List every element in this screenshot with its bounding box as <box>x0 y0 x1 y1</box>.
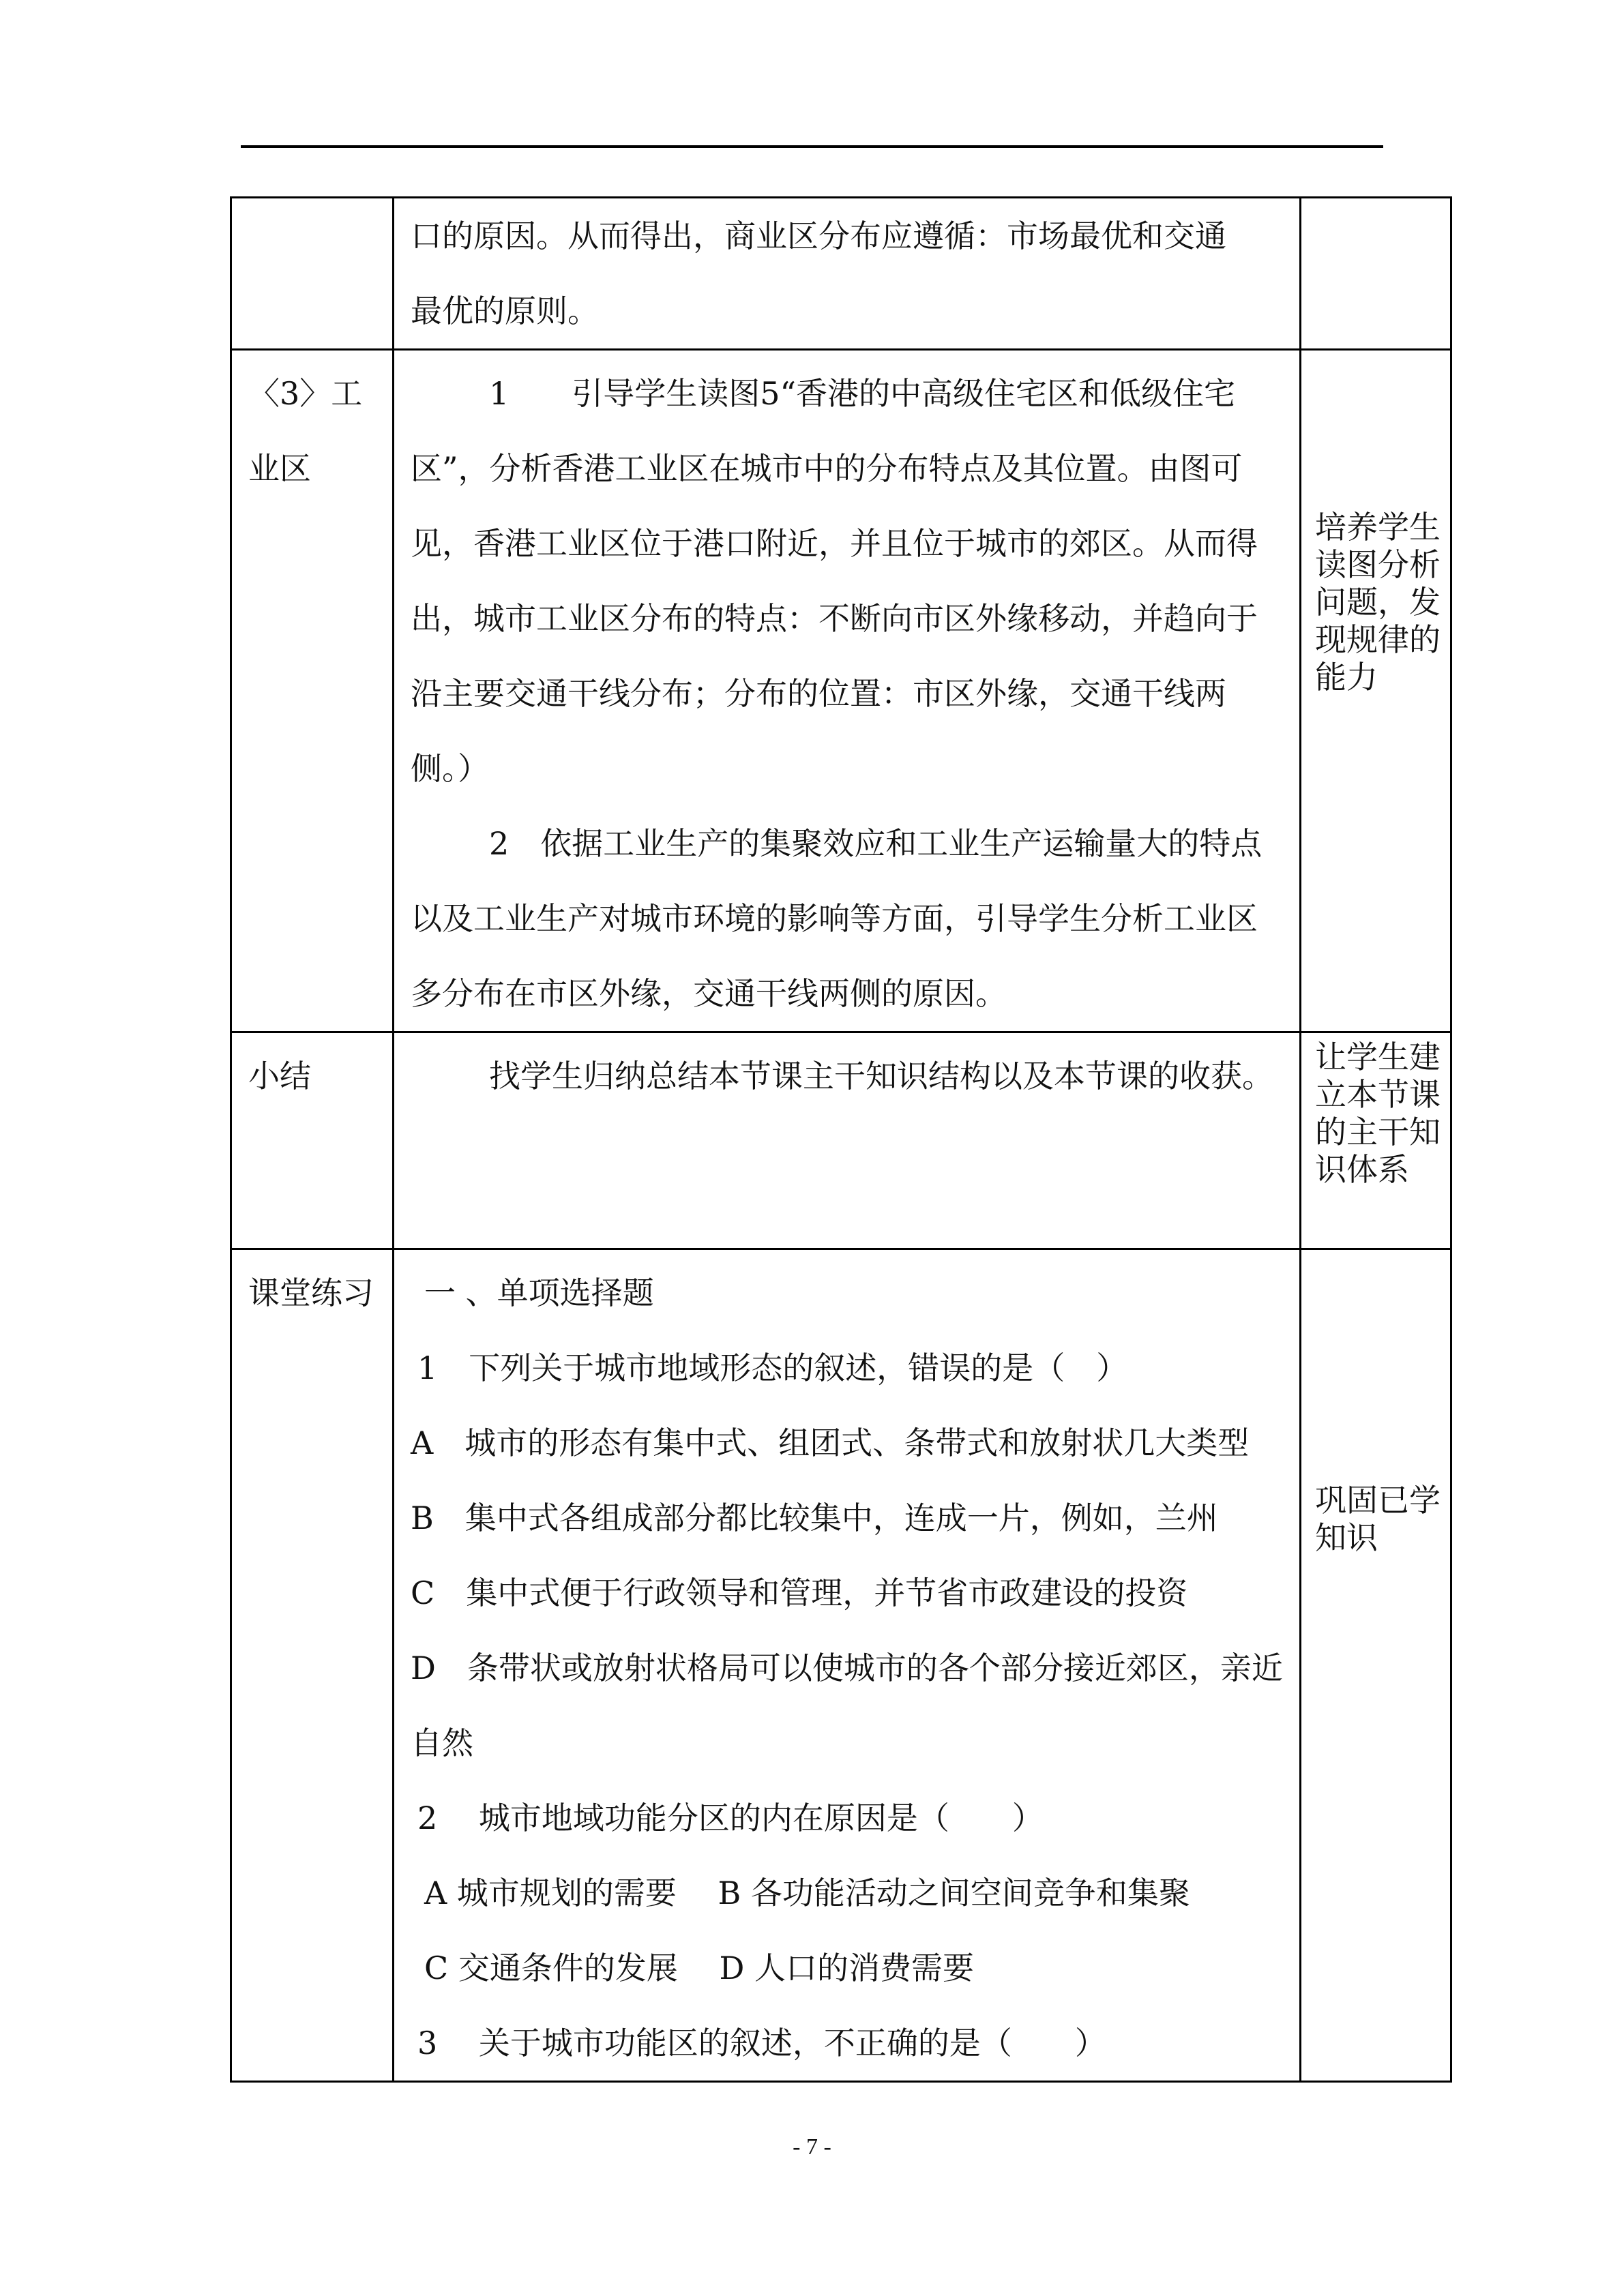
row1-line-1: 口的原因。从而得出，商业区分布应遵循：市场最优和交通 <box>411 218 1226 254</box>
row4-content-cell <box>394 1249 1301 2082</box>
table-row <box>231 1249 1451 2082</box>
exercise-line: B 集中式各组成部分都比较集中，连成一片，例如，兰州 <box>411 1500 1218 1536</box>
exercise-line: A 城市的形态有集中式、组团式、条带式和放射状几大类型 <box>411 1425 1250 1461</box>
row3-note-cell <box>1301 1032 1451 1249</box>
exercise-line: C 集中式便于行政领导和管理，并节省市政建设的投资 <box>411 1575 1188 1611</box>
row4-label: 课堂练习 <box>248 1274 374 1311</box>
exercise-line: 3 关于城市功能区的叙述，不正确的是（ ） <box>417 2025 1106 2061</box>
page-number: - 7 - <box>793 2134 831 2160</box>
table-row <box>231 350 1451 1032</box>
row3-content-cell <box>394 1032 1301 1249</box>
row3-label-cell <box>231 1032 394 1249</box>
table-row <box>231 1032 1451 1249</box>
table-row <box>231 198 1451 350</box>
lesson-plan-table <box>230 196 1452 2083</box>
row3-note: 让学生建立本节课的主干知识体系 <box>1315 1039 1441 1188</box>
exercise-line: 1 下列关于城市地域形态的叙述，错误的是（ ） <box>417 1350 1128 1386</box>
row3-label: 小结 <box>248 1058 311 1094</box>
exercise-line: D 条带状或放射状格局可以使城市的各个部分接近郊区，亲近自然 <box>411 1650 1283 1761</box>
row2-paragraph-1: 1 引导学生读图5“香港的中高级住宅区和低级住宅区”，分析香港工业区在城市中的分布特点及其位置。由图可见，香港工业区位于港口附近，并且位于城市的郊区。从而得出，城市工业区分布的特点：不断向市区外缘移动，并趋向于沿主要交通干线分布；分布的位置：市区外缘，交通干线两侧。） <box>411 375 1258 787</box>
row2-note-cell <box>1301 350 1451 1032</box>
row4-note: 巩固已学知识 <box>1315 1482 1441 1556</box>
row4-note-cell <box>1301 1249 1451 2082</box>
row2-label-cell <box>231 350 394 1032</box>
row2-label: 〈3〉工业区 <box>248 375 363 487</box>
row3-text: 找学生归纳总结本节课主干知识结构以及本节课的收获。 <box>489 1058 1273 1094</box>
row2-content-cell <box>394 350 1301 1032</box>
exercise-line: C 交通条件的发展 D 人口的消费需要 <box>424 1950 974 1986</box>
exercise-line: 一 、单项选择题 <box>424 1274 654 1311</box>
exercise-line: A 城市规划的需要 B 各功能活动之间空间竞争和集聚 <box>424 1875 1190 1911</box>
header-rule <box>241 145 1383 148</box>
row2-paragraph-2: 2 依据工业生产的集聚效应和工业生产运输量大的特点以及工业生产对城市环境的影响等方面，引导学生分析工业区多分布在市区外缘，交通干线两侧的原因。 <box>411 825 1263 1012</box>
row1-label-cell <box>231 198 394 350</box>
exercise-line: 2 城市地域功能分区的内在原因是（ ） <box>417 1800 1044 1836</box>
row1-content-cell <box>394 198 1301 350</box>
row1-line-2: 最优的原则。 <box>411 293 599 329</box>
row4-label-cell <box>231 1249 394 2082</box>
row2-note: 培养学生读图分析问题，发现规律的能力 <box>1315 509 1441 696</box>
row1-note-cell <box>1301 198 1451 350</box>
